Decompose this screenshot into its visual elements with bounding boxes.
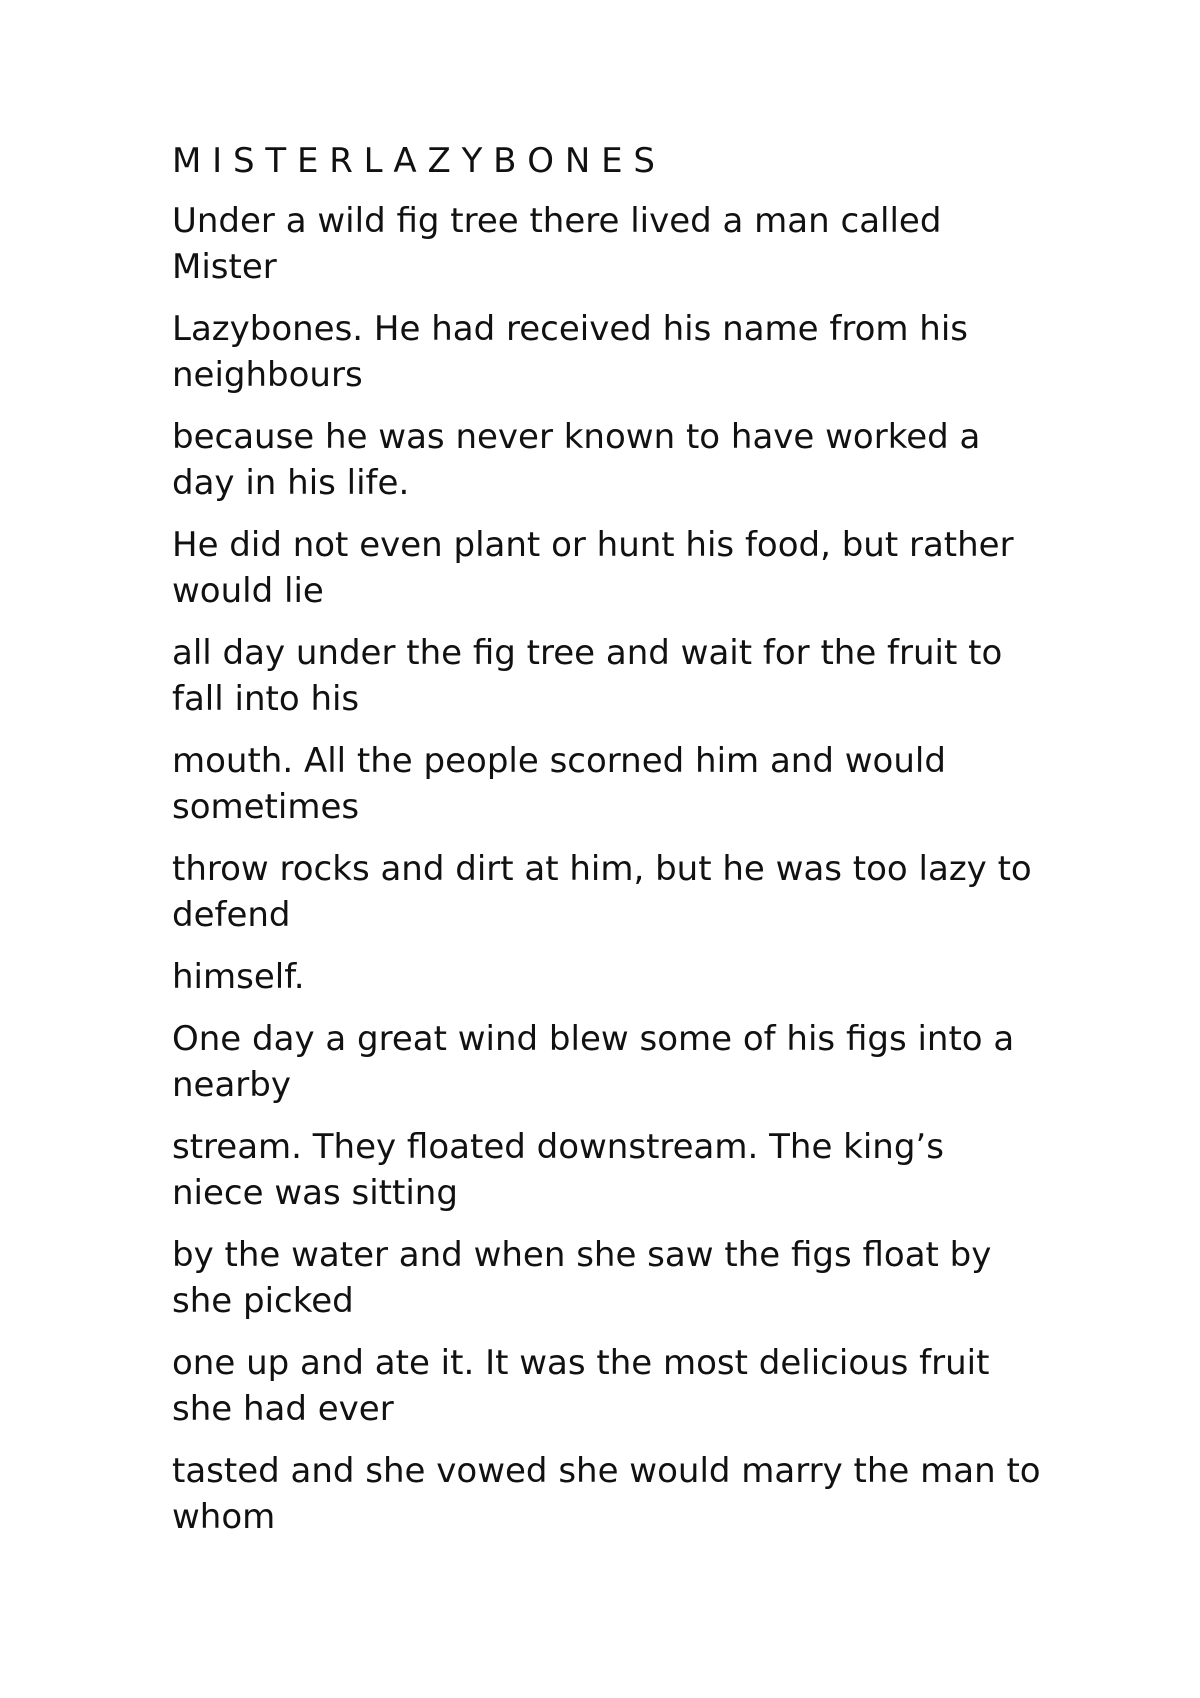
paragraph: mouth. All the people scorned him and would sometimes [172, 741, 946, 827]
paragraph: because he was never known to have worked a day in his life. [172, 417, 981, 503]
document-title: M I S T E R L A Z Y B O N E S [172, 141, 655, 181]
paragraph: himself. [172, 957, 305, 997]
paragraph: He did not even plant or hunt his food, but rather would lie [172, 525, 1014, 611]
paragraph: stream. They floated downstream. The king’s niece was sitting [172, 1127, 944, 1213]
paragraph: Lazybones. He had received his name from his neighbours [172, 309, 969, 395]
paragraph: one up and ate it. It was the most delicious fruit she had ever [172, 1343, 990, 1429]
paragraph: Under a wild fig tree there lived a man called Mister [172, 201, 942, 287]
paragraph: tasted and she vowed she would marry the man to whom [172, 1451, 1041, 1537]
paragraph: One day a great wind blew some of his figs into a nearby [172, 1019, 1015, 1105]
paragraph: by the water and when she saw the figs float by she picked [172, 1235, 992, 1321]
paragraph: throw rocks and dirt at him, but he was too lazy to defend [172, 849, 1032, 935]
document-body [172, 138, 1042, 1556]
paragraph: all day under the fig tree and wait for the fruit to fall into his [172, 633, 1003, 719]
